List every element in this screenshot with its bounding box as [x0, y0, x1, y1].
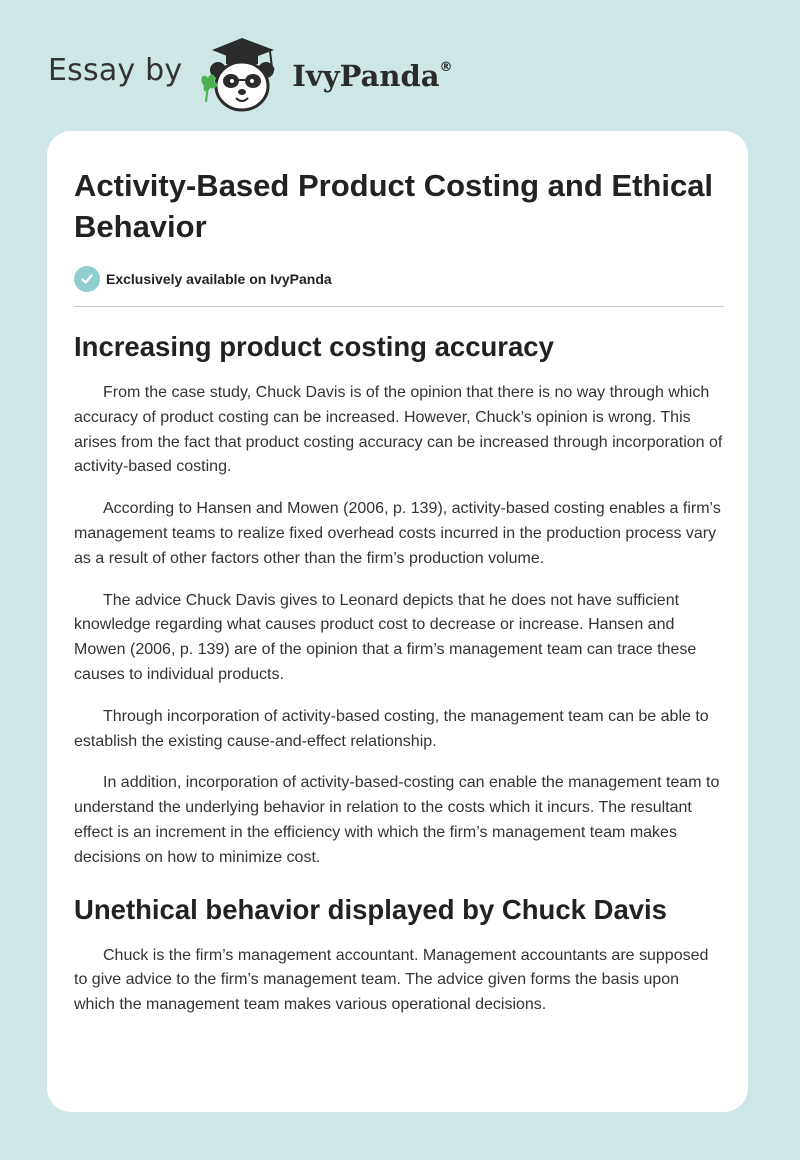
panda-graduate-icon[interactable]	[196, 34, 288, 114]
essay-content	[74, 165, 724, 1018]
section-heading: Unethical behavior displayed by Chuck Davis	[74, 893, 667, 925]
exclusive-badge	[74, 266, 724, 292]
paragraph: According to Hansen and Mowen (2006, p. 139), activity-based costing enables a firm’s management teams to realize fixed overhead costs incurred in the production process vary as a result of other factors other than the firm’s production volume.	[74, 500, 721, 567]
site-header	[48, 34, 453, 114]
paragraph: From the case study, Chuck Davis is of the opinion that there is no way through which accuracy of product costing can be increased. However, Chuck’s opinion is wrong. This arises from the fact that product costing accuracy can be increased through incorporation of activity-based costing.	[74, 384, 723, 476]
section-heading: Increasing product costing accuracy	[74, 331, 554, 362]
paragraph: In addition, incorporation of activity-based-costing can enable the management team to understand the underlying behavior in relation to the costs which it incurs. The resultant effect is an increment in the efficiency with which the firm’s management team makes decisions on how to minimize cost.	[74, 774, 720, 866]
essay-card	[47, 131, 748, 1112]
essay-by-label: Essay by	[48, 52, 183, 88]
paragraph: The advice Chuck Davis gives to Leonard depicts that he does not have sufficient knowledge regarding what causes product cost to decrease or increase. Hansen and Mowen (2006, p. 139) are of the opinion that a firm’s management team can trace these causes to individual products.	[74, 591, 697, 683]
brand-name[interactable]: IvyPanda®	[292, 59, 453, 93]
exclusive-label: Exclusively available on IvyPanda	[106, 271, 332, 287]
page-title: Activity-Based Product Costing and Ethical Behavior	[74, 168, 714, 244]
check-icon	[74, 266, 100, 292]
paragraph: Through incorporation of activity-based costing, the management team can be able to establish the existing cause-and-effect relationship.	[74, 707, 709, 750]
divider	[74, 306, 724, 307]
paragraph: Chuck is the firm’s management accountant. Management accountants are supposed to give advice to the firm’s management team. The advice given forms the basis upon which the management team makes various operational decisions.	[74, 946, 709, 1014]
